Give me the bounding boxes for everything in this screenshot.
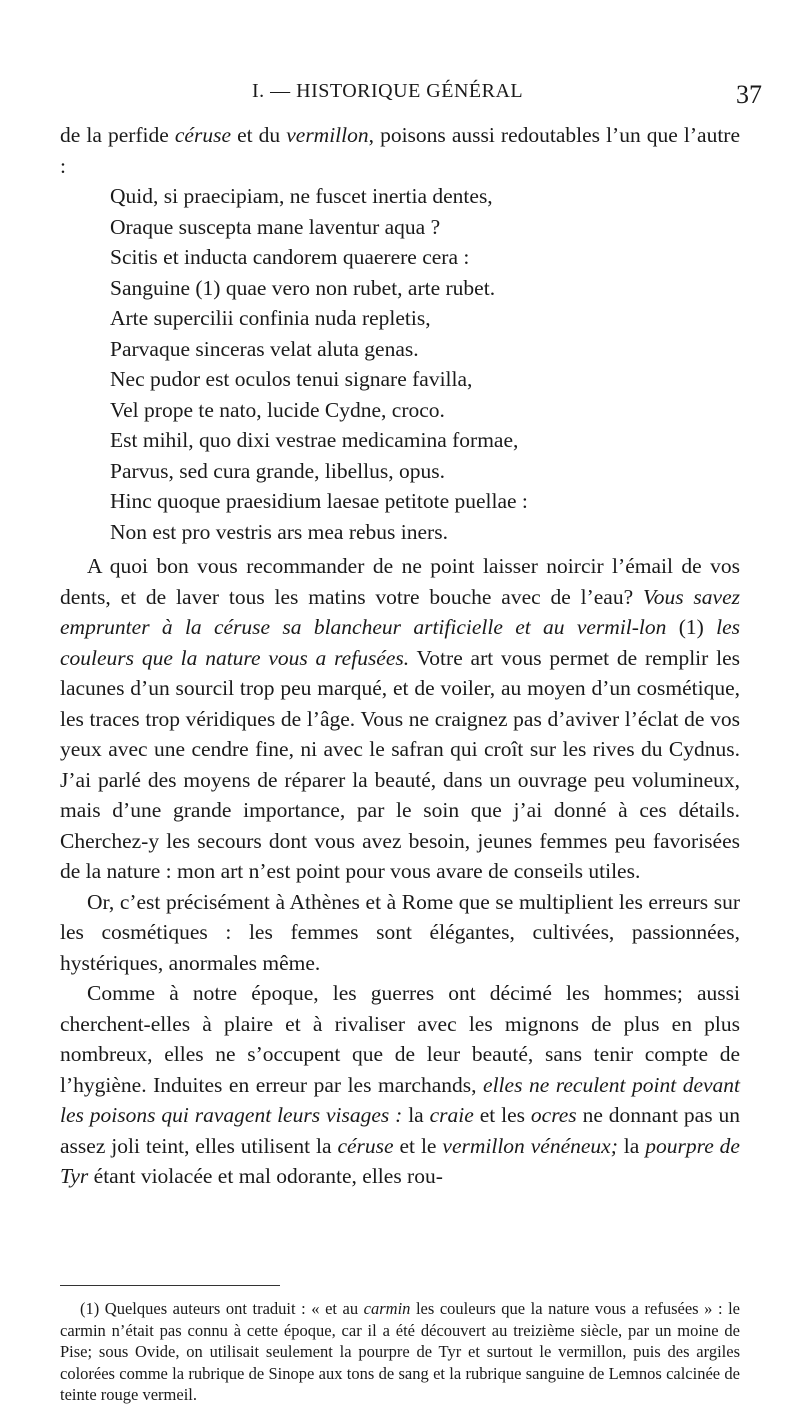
italic-run: elles ne reculent point devant les poisons qui ravagent leurs visages :	[60, 1072, 741, 1127]
italic-run: ocres	[530, 1103, 577, 1127]
paragraph-translation	[60, 551, 740, 887]
italic-run: vermillon	[286, 123, 369, 147]
italic-run: carmin	[363, 1299, 411, 1318]
italic-run: vermillon vénéneux;	[442, 1133, 618, 1158]
text-run: ne donnant pas un assez joli teint, elles utilisent la	[60, 1103, 740, 1158]
italic-run: craie	[429, 1103, 474, 1127]
text-run: A quoi bon vous recommander de ne point laisser noircir l’émail de vos dents, et de laver tous les matins votre bouche avec de l’eau?	[60, 554, 740, 609]
text-run: étant violacée et mal odorante, elles rou-	[88, 1164, 443, 1188]
verse-line: Parvaque sinceras velat aluta genas.	[110, 336, 419, 361]
footnote-text	[60, 1298, 740, 1406]
text-run: et le	[393, 1133, 443, 1158]
footnote	[60, 1298, 740, 1406]
running-head: I. — HISTORIQUE GÉNÉRAL	[252, 80, 524, 102]
italic-run: Vous savez emprunter à la céruse sa blancheur artificielle et au vermil-lon	[60, 584, 740, 639]
verse-line: Sanguine (1) quae vero non rubet, arte rubet.	[110, 275, 496, 300]
text-run: et du	[231, 123, 287, 147]
text-run: , poisons aussi redoutables l’un que l’autre :	[60, 123, 740, 178]
paragraph-cosmetics	[60, 978, 740, 1192]
verse-line: Arte supercilii confinia nuda repletis,	[110, 306, 431, 330]
verse-line: Oraque suscepta mane laventur aqua ?	[110, 214, 441, 239]
body-text	[60, 120, 740, 1192]
italic-run: pourpre de Tyr	[60, 1133, 740, 1188]
text-run: (1) Quelques auteurs ont traduit : « et au	[80, 1299, 364, 1318]
verse-line: Quid, si praecipiam, ne fuscet inertia dentes,	[110, 184, 493, 208]
page-header	[0, 80, 800, 110]
verse-line: Est mihil, quo dixi vestrae medicamina formae,	[110, 428, 519, 452]
page-number: 37	[736, 80, 762, 109]
text-run: Comme à notre époque, les guerres ont décimé les hommes; aussi cherchent-elles à plaire et à rivaliser avec les mignons de plus en plus nombreux, elles ne s’occupent que de leur beauté, sans tenir compte de l’hygiène. Induites en erreur par les marchands,	[60, 981, 740, 1097]
text-run: les couleurs que la nature vous a refusées » : le carmin n’était pas connu à cette époque, car il a été découvert au treizième siècle, par un moine de Pise; sous Ovide, on utilisait seulement la pourpre de Tyr et surtout le vermillon, puis des argiles colorées comme la rubrique de Sinope aux tons de sang et la rubrique sanguine de Lemnos calcinée de teinte rouge vermeil.	[60, 1299, 740, 1404]
text-run: de la perfide	[60, 123, 175, 147]
verse-line: Parvus, sed cura grande, libellus, opus.	[110, 458, 445, 483]
verse-line: Non est pro vestris ars mea rebus iners.	[110, 519, 448, 544]
italic-run: les couleurs que la nature vous a refusées.	[60, 615, 740, 670]
paragraph-athens-rome: Or, c’est précisément à Athènes et à Rome que se multiplient les erreurs sur les cosmétiques : les femmes sont élégantes, cultivées, passionnées, hystériques, anormales même.	[60, 889, 740, 975]
verse-line: Scitis et inducta candorem quaerere cera :	[110, 245, 470, 269]
footnote-divider	[60, 1285, 280, 1286]
text-run: la	[617, 1133, 646, 1158]
text-run: et les	[473, 1103, 531, 1127]
verse-line: Vel prope te nato, lucide Cydne, croco.	[110, 397, 445, 422]
verse-line: Hinc quoque praesidium laesae petitote puellae :	[110, 489, 528, 513]
italic-run: céruse	[174, 123, 232, 147]
intro-paragraph	[60, 120, 740, 181]
text-run: la	[402, 1103, 430, 1127]
latin-verse	[110, 181, 740, 547]
italic-run: céruse	[337, 1133, 394, 1158]
text-run: Votre art vous permet de remplir les lacunes d’un sourcil trop peu marqué, et de voiler, au moyen d’un cosmétique, les traces trop véridiques de l’âge. Vous ne craignez pas d’aviver l’éclat de vos yeux avec une cendre fine, ni avec le safran qui croît sur les rives du Cydnus. J’ai parlé des moyens de réparer la beauté, dans un ouvrage peu volumineux, mais d’une grande importance, par le soin que j’ai donné à ces détails. Cherchez-y les secours dont vous avez besoin, jeunes femmes peu favorisées de la nature : mon art n’est point pour vous avare de conseils utiles.	[60, 645, 740, 883]
text-run: (1)	[666, 615, 717, 639]
verse-line: Nec pudor est oculos tenui signare favilla,	[110, 367, 473, 391]
